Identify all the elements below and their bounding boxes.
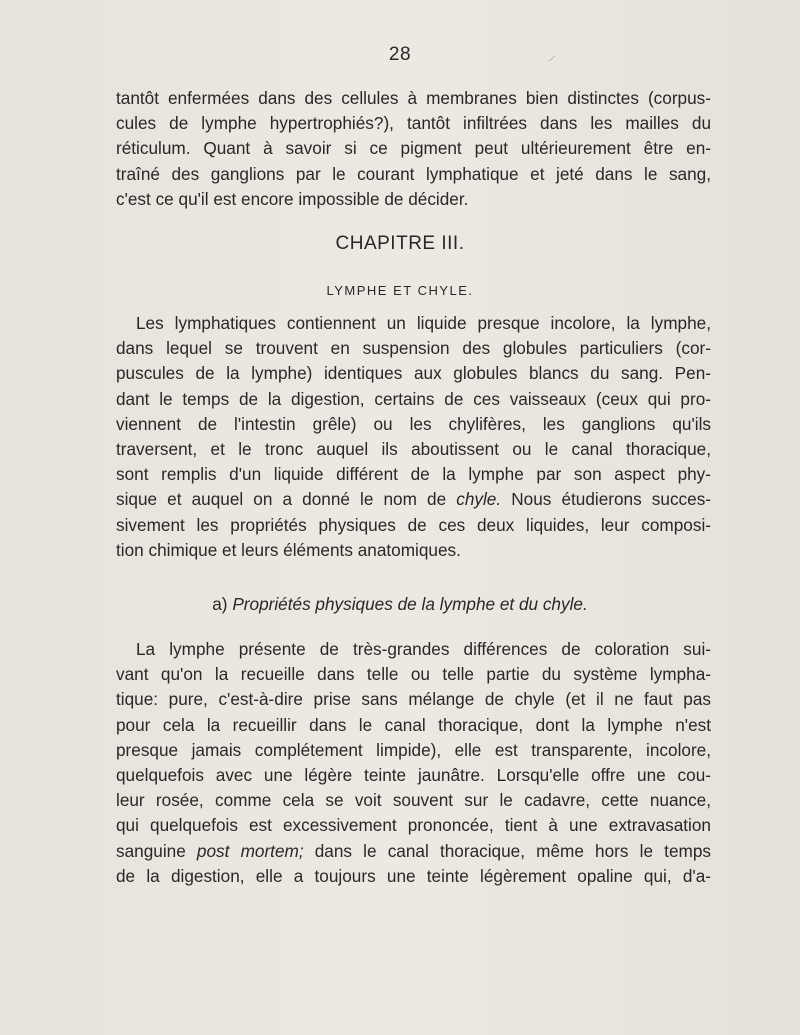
text-line: de la digestion, elle a toujours une teinte légèrement opaline qui, d'a- xyxy=(116,865,711,886)
text-segment: Nous étudierons succes- xyxy=(511,489,712,510)
text-line: dans lequel se trouvent en suspension des globules particuliers (cor- xyxy=(116,338,711,359)
section-title: LYMPHE ET CHYLE. xyxy=(326,283,474,298)
emphasis-post-mortem: post mortem; xyxy=(196,840,304,861)
text-segment: dans le canal thoracique, même hors le temps xyxy=(314,840,711,861)
text-line: Les lymphatiques contiennent un liquide presque incolore, la lymphe, xyxy=(136,313,711,333)
emphasis-chyle: chyle. xyxy=(456,489,502,510)
text-line: sivement les propriétés physiques de ces deux liquides, leur composi- xyxy=(116,514,711,535)
intro-paragraph xyxy=(116,86,711,212)
text-line: dant le temps de la digestion, certains de ces vaisseaux (ceux qui pro- xyxy=(116,388,711,409)
text-line: tion chimique et leurs éléments anatomiques. xyxy=(116,539,461,560)
text-line: traversent, et le tronc auquel ils aboutissent ou le canal thoracique, xyxy=(116,439,711,460)
page-number: 28 xyxy=(388,44,412,65)
text-line: viennent de l'intestin grêle) ou les chylifères, les ganglions qu'ils xyxy=(116,413,711,434)
text-line: cules de lymphe hypertrophiés?), tantôt infiltrées dans les mailles du xyxy=(116,113,711,134)
text-line: sont remplis d'un liquide différent de la lymphe par son aspect phy- xyxy=(116,464,711,485)
text-line xyxy=(116,487,711,512)
text-line: presque jamais complétement limpide), elle est transparente, incolore, xyxy=(116,739,711,760)
text-line: puscules de la lymphe) identiques aux globules blancs du sang. Pen- xyxy=(116,363,711,384)
text-line: La lymphe présente de très-grandes différences de coloration sui- xyxy=(136,639,711,659)
text-line: tique: pure, c'est-à-dire prise sans mélange de chyle (et il ne faut pas xyxy=(116,689,711,710)
text-line: réticulum. Quant à savoir si ce pigment peut ultérieurement être en- xyxy=(116,138,711,159)
subsection-heading: Propriétés physiques de la lymphe et du chyle. xyxy=(232,594,588,614)
text-line: quelquefois avec une légère teinte jaunâtre. Lorsqu'elle offre une cou- xyxy=(116,765,711,786)
text-segment: sanguine xyxy=(116,840,186,861)
paragraph-lymph-chyle xyxy=(116,311,711,563)
subsection-label: a) xyxy=(212,594,228,614)
text-line: c'est ce qu'il est encore impossible de décider. xyxy=(116,188,469,209)
text-segment: sique et auquel on a donné le nom de xyxy=(116,489,447,510)
chapter-title: CHAPITRE III. xyxy=(335,233,465,254)
text-line: qui quelquefois est excessivement prononcée, tient à une extravasation xyxy=(116,815,711,836)
text-line: tantôt enfermées dans des cellules à membranes bien distinctes (corpus- xyxy=(116,88,711,108)
paragraph-physical-properties xyxy=(116,637,711,889)
text-line: pour cela la recueillir dans le canal thoracique, dont la lymphe n'est xyxy=(116,714,711,735)
text-line: leur rosée, comme cela se voit souvent sur le cadavre, cette nuance, xyxy=(116,790,711,811)
text-line: traîné des ganglions par le courant lymphatique et jeté dans le sang, xyxy=(116,163,711,184)
subsection-title xyxy=(0,594,800,615)
text-line xyxy=(116,839,711,864)
text-line: vant qu'on la recueille dans telle ou telle partie du système lympha- xyxy=(116,664,711,685)
